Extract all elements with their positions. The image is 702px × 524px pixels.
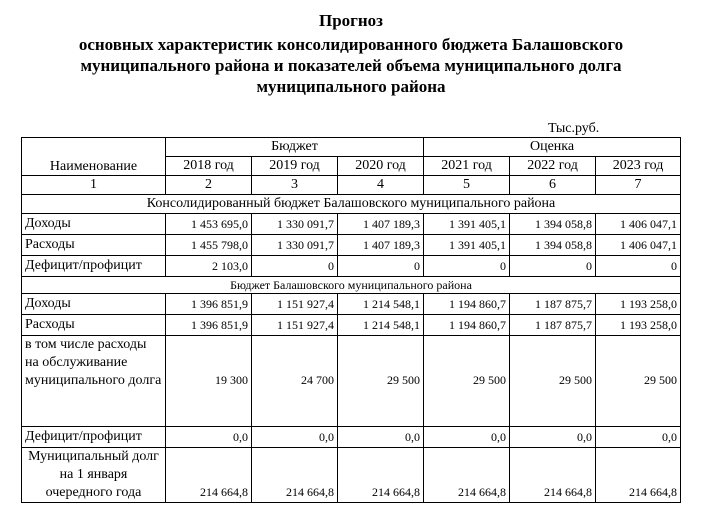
- doc-title-line1: Прогноз: [318, 11, 384, 30]
- row-name: Доходы: [22, 294, 166, 315]
- cell-value: 1 396 851,9: [166, 315, 252, 336]
- row-name: Муниципальный долг на 1 января очередного года: [22, 448, 166, 503]
- section1-title: Консолидированный бюджет Балашовского муниципального района: [22, 195, 681, 214]
- header-estimate: Оценка: [424, 138, 681, 157]
- section-title-row: [22, 195, 681, 214]
- cell-value: 0,0: [166, 427, 252, 448]
- row-name: Дефицит/профицит: [22, 256, 166, 277]
- table-row: [22, 336, 681, 427]
- cell-value: 2 103,0: [166, 256, 252, 277]
- cell-value: 1 330 091,7: [252, 235, 338, 256]
- cell-value: 1 187 875,7: [510, 315, 596, 336]
- cell-value: 0: [338, 256, 424, 277]
- cell-value: 0: [596, 256, 681, 277]
- cell-value: 1 394 058,8: [510, 214, 596, 235]
- column-number: 3: [252, 176, 338, 195]
- cell-value: 214 664,8: [166, 448, 252, 503]
- section2-title: Бюджет Балашовского муниципального района: [22, 277, 681, 294]
- cell-value: 1 151 927,4: [252, 294, 338, 315]
- cell-value: 1 396 851,9: [166, 294, 252, 315]
- cell-value: 1 455 798,0: [166, 235, 252, 256]
- header-year: 2019 год: [252, 157, 338, 176]
- table-row: [22, 256, 681, 277]
- cell-value: 0: [510, 256, 596, 277]
- column-number: 1: [22, 176, 166, 195]
- cell-value: 19 300: [166, 336, 252, 427]
- cell-value: 1 193 258,0: [596, 294, 681, 315]
- row-name: в том числе расходы на обслуживание муниципального долга: [22, 336, 166, 427]
- cell-value: 1 330 091,7: [252, 214, 338, 235]
- cell-value: 1 214 548,1: [338, 294, 424, 315]
- cell-value: 1 194 860,7: [424, 294, 510, 315]
- column-number: 5: [424, 176, 510, 195]
- cell-value: 0: [424, 256, 510, 277]
- header-row-numbers: [22, 176, 681, 195]
- cell-value: 214 664,8: [510, 448, 596, 503]
- header-year: 2021 год: [424, 157, 510, 176]
- cell-value: 1 391 405,1: [424, 235, 510, 256]
- row-name: Доходы: [22, 214, 166, 235]
- cell-value: 1 406 047,1: [596, 214, 681, 235]
- header-name: Наименование: [22, 138, 166, 176]
- cell-value: 1 407 189,3: [338, 214, 424, 235]
- header-year: 2023 год: [596, 157, 681, 176]
- row-name: Расходы: [22, 315, 166, 336]
- cell-value: 214 664,8: [252, 448, 338, 503]
- row-name: Дефицит/профицит: [22, 427, 166, 448]
- doc-title-line3: муниципального района и показателей объема муниципального долга: [80, 56, 622, 75]
- doc-title-line2: основных характеристик консолидированного бюджета Балашовского: [78, 35, 624, 54]
- header-budget: Бюджет: [166, 138, 424, 157]
- header-row-groups: [22, 138, 681, 157]
- column-number: 2: [166, 176, 252, 195]
- cell-value: 1 214 548,1: [338, 315, 424, 336]
- budget-table: [21, 137, 681, 503]
- cell-value: 0,0: [424, 427, 510, 448]
- cell-value: 29 500: [338, 336, 424, 427]
- column-number: 6: [510, 176, 596, 195]
- table-row: [22, 214, 681, 235]
- row-name: Расходы: [22, 235, 166, 256]
- section-title-row: [22, 277, 681, 294]
- table-row: [22, 427, 681, 448]
- cell-value: 1 394 058,8: [510, 235, 596, 256]
- cell-value: 1 187 875,7: [510, 294, 596, 315]
- unit-label: Тыс.руб.: [548, 121, 600, 136]
- doc-title-line4: муниципального района: [256, 77, 446, 96]
- cell-value: 0,0: [596, 427, 681, 448]
- cell-value: 1 193 258,0: [596, 315, 681, 336]
- header-year: 2018 год: [166, 157, 252, 176]
- cell-value: 0,0: [338, 427, 424, 448]
- table-row: [22, 315, 681, 336]
- table-row: [22, 448, 681, 503]
- cell-value: 1 391 405,1: [424, 214, 510, 235]
- cell-value: 1 406 047,1: [596, 235, 681, 256]
- cell-value: 1 407 189,3: [338, 235, 424, 256]
- cell-value: 214 664,8: [424, 448, 510, 503]
- cell-value: 29 500: [510, 336, 596, 427]
- column-number: 4: [338, 176, 424, 195]
- cell-value: 214 664,8: [596, 448, 681, 503]
- cell-value: 1 453 695,0: [166, 214, 252, 235]
- cell-value: 29 500: [424, 336, 510, 427]
- column-number: 7: [596, 176, 681, 195]
- table-row: [22, 294, 681, 315]
- cell-value: 0: [252, 256, 338, 277]
- cell-value: 24 700: [252, 336, 338, 427]
- cell-value: 1 194 860,7: [424, 315, 510, 336]
- cell-value: 0,0: [510, 427, 596, 448]
- table-row: [22, 235, 681, 256]
- header-year: 2022 год: [510, 157, 596, 176]
- cell-value: 29 500: [596, 336, 681, 427]
- cell-value: 0,0: [252, 427, 338, 448]
- cell-value: 214 664,8: [338, 448, 424, 503]
- header-year: 2020 год: [338, 157, 424, 176]
- cell-value: 1 151 927,4: [252, 315, 338, 336]
